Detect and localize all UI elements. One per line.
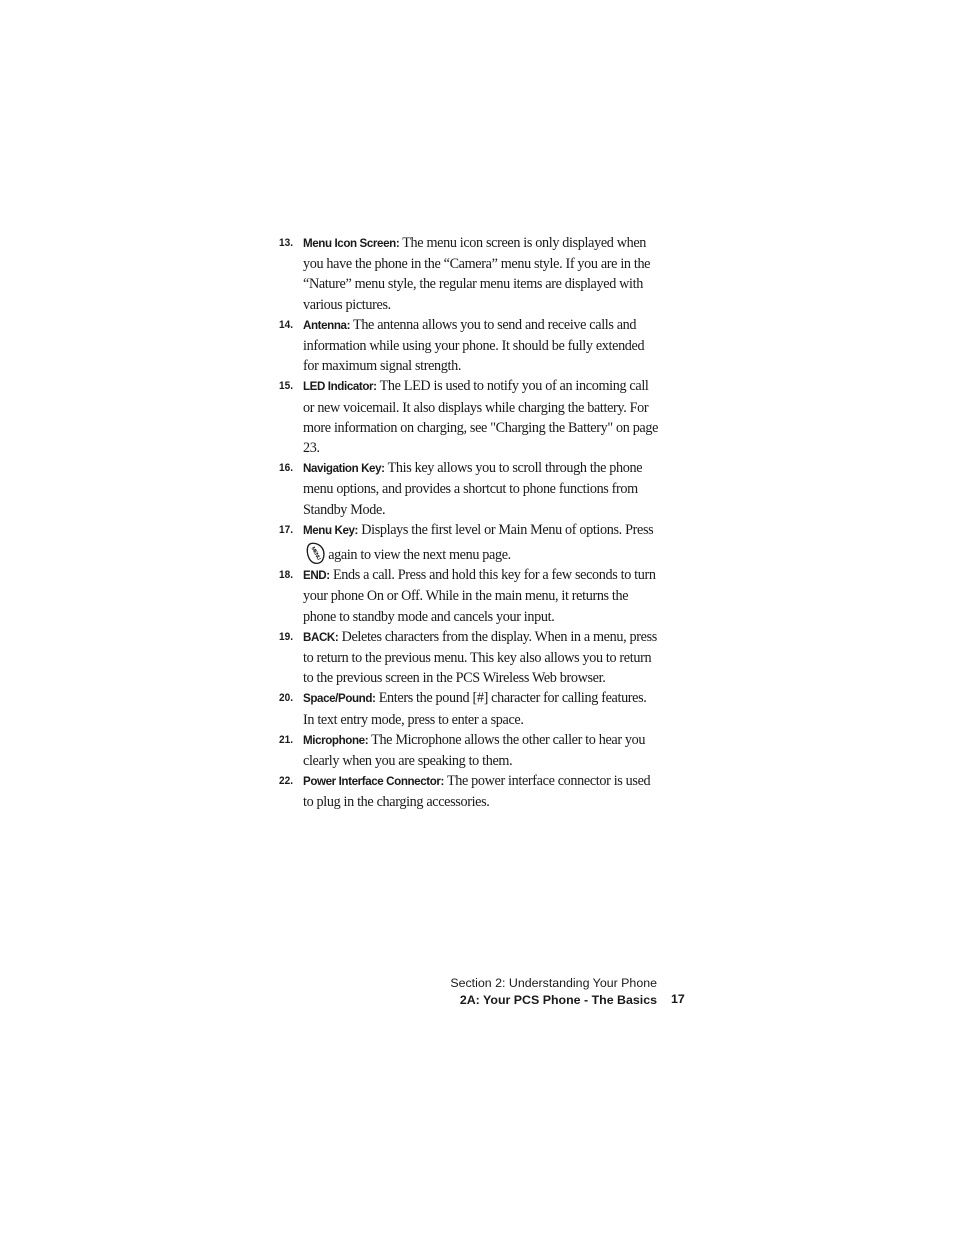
item-description: Enters the pound [#] character for calling features. In text entry mode, press to enter a space.: [303, 690, 647, 728]
item-description: The Microphone allows the other caller to hear you clearly when you are speaking to them.: [303, 731, 646, 770]
list-item-22: [279, 771, 659, 812]
item-term: Menu Icon Screen:: [303, 237, 400, 250]
item-number: 19.: [279, 630, 294, 643]
list-item-20: [279, 688, 659, 729]
item-term: Space/Pound:: [303, 692, 376, 706]
list-item-16: [279, 458, 659, 520]
page-number: 17: [671, 992, 685, 1006]
list-item-17: [279, 520, 659, 565]
item-number: 15.: [279, 380, 294, 393]
item-term: Microphone:: [303, 733, 369, 747]
footer-chapter-title: 2A: Your PCS Phone - The Basics: [459, 992, 657, 1007]
item-term: Power Interface Connector:: [303, 775, 444, 789]
item-number: 13.: [279, 237, 294, 249]
item-description: Displays the first level or Main Menu of options. Press: [361, 521, 654, 538]
item-description: This key allows you to scroll through the phone menu options, and provides a shortcut to phone functions from Standby Mode.: [303, 460, 643, 518]
item-description: Ends a call. Press and hold this key for a few seconds to turn your phone On or Off. While in the main menu, it returns the phone to standby mode and cancels your input.: [303, 567, 656, 625]
item-description: Deletes characters from the display. When in a menu, press to return to the previous menu. This key also allows you to return to the previous screen in the PCS Wireless Web browser.: [303, 628, 657, 687]
item-number: 14.: [279, 318, 294, 331]
item-description: The LED is used to notify you of an incoming call or new voicemail. It also displays while charging the battery. For more information on charging, see "Charging the Battery" on page 23.: [303, 378, 659, 457]
item-number: 17.: [279, 523, 294, 536]
item-term: BACK:: [303, 630, 339, 644]
item-term: END:: [303, 569, 330, 583]
phone-parts-list: [279, 233, 659, 813]
item-number: 21.: [279, 733, 294, 746]
list-item-14: [279, 315, 659, 377]
menu-key-icon-label: MENU: [309, 546, 322, 562]
footer-section-title: Section 2: Understanding Your Phone: [450, 976, 657, 990]
item-number: 22.: [279, 775, 294, 788]
list-item-18: [279, 565, 659, 627]
item-description: The menu icon screen is only displayed when you have the phone in the “Camera” menu style. If you are in the “Nature” menu style, the regular menu items are displayed with various pictures.: [303, 235, 651, 313]
item-description: The power interface connector is used to plug in the charging accessories.: [303, 773, 651, 811]
item-description-continued: again to view the next menu page.: [328, 547, 511, 564]
list-item-21: [279, 730, 659, 771]
menu-key-icon: [305, 541, 325, 565]
item-term: Menu Key:: [303, 523, 359, 537]
item-number: 20.: [279, 692, 294, 705]
item-number: 18.: [279, 569, 294, 582]
list-item-19: [279, 627, 659, 689]
list-item-15: [279, 376, 659, 458]
item-term: Navigation Key:: [303, 462, 385, 476]
item-term: Antenna:: [303, 318, 351, 332]
list-item-13: [279, 233, 659, 315]
item-term: LED Indicator:: [303, 380, 377, 394]
item-number: 16.: [279, 462, 294, 475]
page-footer: [450, 975, 657, 1008]
item-description: The antenna allows you to send and receive calls and information while using your phone. It should be fully extended for maximum signal strength.: [303, 316, 645, 375]
